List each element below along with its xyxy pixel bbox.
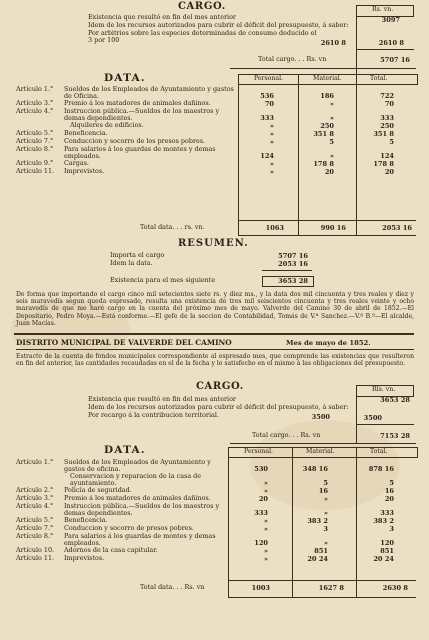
row-article: Artículo 7.°	[16, 524, 54, 532]
total-cargo-label: Total cargo. . . Rs. vn	[258, 55, 327, 63]
row-personal: 20	[258, 495, 268, 503]
data-title: DATA.	[104, 72, 146, 84]
row-material: »	[329, 100, 334, 108]
row-material: »	[329, 114, 334, 122]
row-concept: Sueldos de los Empleados de Ayuntamiento y gastos de Oficina.	[64, 85, 234, 100]
row-total: 878 16	[368, 465, 394, 473]
cargo-title-bottom: CARGO.	[196, 381, 244, 392]
row-material: 851	[314, 547, 328, 555]
row-material: 5	[329, 138, 334, 146]
row-personal: 70	[264, 100, 274, 108]
row-material: 178 8	[313, 160, 334, 168]
district-month: Mes de mayo de 1852.	[286, 339, 371, 347]
row-material: »	[323, 509, 328, 517]
total-data-material: 1627 8	[318, 584, 344, 592]
row-material: »	[329, 152, 334, 160]
row-personal: »	[269, 160, 274, 168]
sum-rule	[356, 49, 414, 50]
row-personal: 536	[260, 92, 274, 100]
row-personal: »	[269, 168, 274, 176]
column-divider	[356, 74, 357, 236]
row-concept: Conduccion y socorro de presos pobres.	[64, 524, 194, 532]
row-total: 178 8	[373, 160, 394, 168]
cargo-value: 3653 28	[380, 396, 410, 404]
row-material: 383 2	[307, 517, 328, 525]
row-total: 5	[389, 138, 394, 146]
row-personal: »	[263, 555, 268, 563]
total-data-personal: 1003	[251, 584, 270, 592]
row-concept: Instruccion pública.—Sueldos de los maestros y demas dependientes.	[64, 502, 220, 517]
cargo-line: Por recargo á la contribucion territorial.	[88, 411, 219, 419]
row-personal: 333	[260, 114, 274, 122]
library-watermark	[232, 532, 244, 567]
sum-rule	[238, 220, 416, 221]
row-concept: Conduccion y socorro de los presos pobres.	[64, 137, 206, 145]
row-article: Artículo 5.°	[16, 129, 54, 137]
resumen-data-value: 2053 16	[278, 260, 308, 268]
row-article: Artículo 1.°	[16, 458, 54, 466]
total-cargo-value-bottom: 7153 28	[380, 432, 410, 440]
row-concept: Adornos de la casa capitular.	[64, 546, 158, 554]
separator-rule	[16, 349, 414, 350]
cargo-line: Existencia que resultó en fin del mes anterior	[88, 395, 236, 403]
column-divider	[356, 447, 357, 597]
row-total: 20	[384, 168, 394, 176]
row-article: Artículo 1.°	[16, 85, 54, 93]
row-total: 250	[380, 122, 394, 130]
col-header-material: Material.	[313, 75, 342, 82]
district-title: DISTRITO MUNICIPAL DE VALVERDE DEL CAMINO	[16, 338, 232, 347]
row-personal: »	[263, 487, 268, 495]
row-personal: »	[269, 138, 274, 146]
row-concept: Instruccion pública.—Sueldos de los maestros y demas dependientes.	[64, 107, 220, 122]
row-material: 5	[323, 479, 328, 487]
column-divider	[356, 395, 357, 443]
resumen-title: RESUMEN.	[178, 238, 249, 249]
row-concept: Imprevistos.	[64, 167, 105, 175]
separator-rule	[230, 443, 416, 444]
row-concept: Alquileres de edificios.	[70, 121, 144, 129]
column-divider	[298, 74, 299, 236]
cargo-line: Idem de los recursos autorizados para cubrir el déficit del presupuesto, á saber:	[88, 21, 349, 29]
row-material: 186	[320, 92, 334, 100]
row-article: Artículo 3.°	[16, 99, 54, 107]
cargo-line: Idem de los recursos autorizados para cubrir el déficit del presupuesto, á saber:	[88, 403, 349, 411]
row-material: 20 24	[307, 555, 328, 563]
column-divider	[228, 447, 229, 597]
row-article: Artículo 9.°	[16, 159, 54, 167]
cargo-value: 3500	[363, 414, 382, 422]
total-data-material: 990 16	[320, 224, 346, 232]
row-total: 16	[384, 487, 394, 495]
sum-rule	[228, 580, 416, 581]
resumen-exist-label: Existencia para el mes siguiente	[110, 276, 216, 284]
cargo-value: 3097	[381, 16, 400, 24]
total-data-total: 2630 8	[382, 584, 408, 592]
col-header-personal: Personal.	[244, 448, 274, 455]
rs-vn-label: Rs. vn.	[372, 6, 394, 13]
separator-rule	[230, 68, 416, 69]
column-divider	[238, 74, 239, 236]
resumen-data-label: Idem la data.	[110, 259, 153, 267]
row-article: Artículo 5.°	[16, 516, 54, 524]
row-material: 3	[323, 525, 328, 533]
col-header-material: Material.	[306, 448, 335, 455]
row-article: Artículo 7.°	[16, 137, 54, 145]
row-article: Artículo 4.°	[16, 502, 54, 510]
row-total: 722	[380, 92, 394, 100]
row-total: 351 8	[373, 130, 394, 138]
cargo-title: CARGO.	[178, 1, 226, 12]
col-header-personal: Personal.	[254, 75, 284, 82]
row-total: 3	[389, 525, 394, 533]
row-total: 383 2	[373, 517, 394, 525]
resumen-cargo-value: 5707 16	[278, 252, 308, 260]
row-article: Artículo 2.°	[16, 486, 54, 494]
cargo-value: 2610 8	[320, 39, 346, 47]
row-personal: »	[263, 547, 268, 555]
total-data-personal: 1063	[265, 224, 284, 232]
row-personal: 120	[254, 539, 268, 547]
row-personal: »	[263, 525, 268, 533]
total-cargo-value: 5707 16	[380, 56, 410, 64]
closing-paragraph: De forma que importando el cargo cinco mil setecientos siete rs. y diez ms., y la data dos mil cincuenta y tres reales y diez y seis maravedís segun queda espresado, resulta una existencia de tres mil seiscientos cincuenta y tres reales veinte y ocho maravedís de que me haré cargo en la cuenta del próximo mes de mayo. Valverde del Camino 30 de abril de 1852.—El Depositario, Pedro Moya.—Está conforme.—El gefe de la seccion de Contabilidad, Tomás de V.ª Sanchez.—V.º B.º—El alcalde, Juan Macías.	[16, 291, 414, 327]
resumen-exist-value: 3653 28	[278, 277, 308, 285]
row-material: 250	[320, 122, 334, 130]
row-personal: »	[263, 517, 268, 525]
row-concept: Cargas.	[64, 159, 89, 167]
sum-rule	[356, 424, 414, 425]
row-material: 16	[318, 487, 328, 495]
row-personal: »	[269, 122, 274, 130]
row-article: Artículo 8.°	[16, 532, 54, 540]
resumen-cargo-label: Importa el cargo	[110, 251, 165, 259]
row-concept: Beneficencia.	[64, 516, 108, 524]
row-concept: Conservacion y reparacion de la casa de ayuntamiento.	[70, 472, 202, 487]
row-total: 70	[384, 100, 394, 108]
row-material: »	[323, 495, 328, 503]
row-concept: Premio á los matadores de animales dañinos.	[64, 494, 211, 502]
cargo-line: Existencia que resultó en fin del mes anterior	[88, 13, 236, 21]
row-total: 851	[380, 547, 394, 555]
total-data-label-bottom: Total data. . . Rs. vn	[140, 583, 205, 591]
rls-vn-label: Rls. vn.	[372, 386, 396, 393]
row-personal: 530	[254, 465, 268, 473]
row-total: 5	[389, 479, 394, 487]
row-concept: Imprevistos.	[64, 554, 105, 562]
data-title-bottom: DATA.	[104, 444, 146, 456]
row-personal: »	[263, 479, 268, 487]
row-total: 333	[380, 509, 394, 517]
row-article: Artículo 11.	[16, 554, 55, 562]
cargo-line: Por arbitrios sobre las especies determinadas de consumo deducido el 3 por 100	[88, 29, 317, 45]
col-header-total: Total.	[370, 448, 388, 455]
row-material: 20	[324, 168, 334, 176]
total-cargo-label-bottom: Total cargo. . . Rs. vn	[252, 431, 321, 439]
sum-rule	[262, 270, 312, 271]
extract-text: Estracto de la cuenta de fondos municipales correspondiente al espresado mes, que comprende las existencias que resulteron en fin del anterior, las cantidades recaudadas en el de la fecha y lo satisfecho en el mismo á las obligaciones del presupuesto.	[16, 353, 414, 368]
row-total: 20 24	[373, 555, 394, 563]
row-total: 20	[384, 495, 394, 503]
row-personal: 124	[260, 152, 274, 160]
row-total: 124	[380, 152, 394, 160]
total-data-total: 2053 16	[382, 224, 412, 232]
row-personal: 333	[254, 509, 268, 517]
row-total: 120	[380, 539, 394, 547]
row-concept: Para salarios á los guardas de montes y demas empleados.	[64, 532, 216, 547]
row-article: Artículo 3.°	[16, 494, 54, 502]
separator-rule	[238, 235, 416, 236]
row-article: Artículo 8.°	[16, 145, 54, 153]
row-concept: Beneficencia.	[64, 129, 108, 137]
row-concept: Para salarios á los guardas de montes y demas empleados.	[64, 145, 216, 160]
row-total: 333	[380, 114, 394, 122]
row-concept: Premio á los matadores de animales dañinos.	[64, 99, 211, 107]
col-header-total: Total.	[370, 75, 388, 82]
cargo-value: 2610 8	[378, 39, 404, 47]
row-personal: »	[269, 130, 274, 138]
row-article: Artículo 10.	[16, 546, 55, 554]
row-material: »	[323, 539, 328, 547]
column-divider	[292, 447, 293, 597]
row-article: Artículo 4.°	[16, 107, 54, 115]
separator-rule	[228, 597, 416, 598]
total-data-label: Total data. . . rs. vn.	[140, 223, 205, 231]
row-material: 348 16	[302, 465, 328, 473]
row-material: 351 8	[313, 130, 334, 138]
row-article: Artículo 11.	[16, 167, 55, 175]
row-concept: Policía de seguridad.	[64, 486, 132, 494]
section-divider	[14, 333, 414, 335]
cargo-value: 3500	[311, 413, 330, 421]
row-concept: Sueldos de los Empleados de Ayuntamiento y gastos de oficina.	[64, 458, 211, 473]
